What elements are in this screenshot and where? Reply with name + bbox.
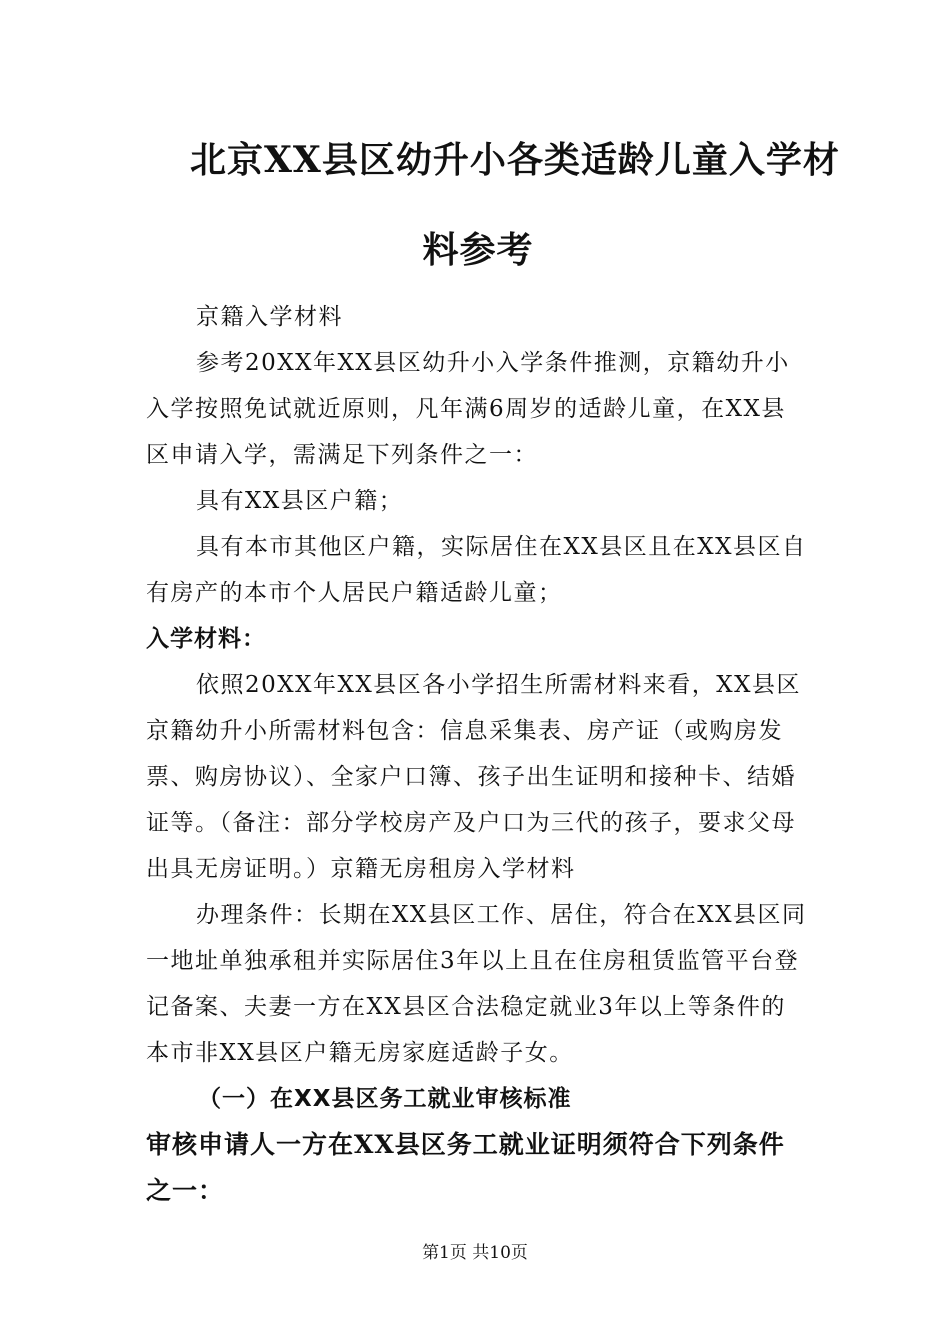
document-body [146, 294, 810, 1214]
paragraph-admission-conditions: 参考20XX年XX县区幼升小入学条件推测，京籍幼升小入学按照免试就近原则，凡年满6周岁的适龄儿童，在XX县区申请入学，需满足下列条件之一： [146, 350, 790, 468]
condition-item-2: 具有本市其他区户籍，实际居住在XX县区且在XX县区自有房产的本市个人居民户籍适龄儿童； [146, 534, 807, 606]
paragraph-materials-list: 依照20XX年XX县区各小学招生所需材料来看，XX县区京籍幼升小所需材料包含：信息采集表、房产证（或购房发票、购房协议）、全家户口簿、孩子出生证明和接种卡、结婚证等。（备注：部分学校房产及户口为三代的孩子，要求父母出具无房证明。）京籍无房租房入学材料 [146, 672, 802, 882]
paragraph-employment-proof: 审核申请人一方在XX县区务工就业证明须符合下列条件之一： [146, 1130, 785, 1205]
paragraph-rental-conditions: 办理条件：长期在XX县区工作、居住，符合在XX县区同一地址单独承租并实际居住3年以上且在住房租赁监管平台登记备案、夫妻一方在XX县区合法稳定就业3年以上等条件的本市非XX县区户籍无房家庭适龄子女。 [146, 902, 807, 1066]
condition-item-1: 具有XX县区户籍； [196, 488, 404, 514]
subsection-heading-employment: （一）在XX县区务工就业审核标准 [198, 1086, 572, 1112]
page-number-footer: 第1页 共10页 [422, 1243, 528, 1263]
section-heading-materials: 入学材料： [146, 626, 266, 652]
document-title-line-2: 料参考 [422, 229, 534, 271]
section-heading-beijing-hukou: 京籍入学材料 [196, 304, 343, 330]
document-title-line-1: 北京XX县区幼升小各类适龄儿童入学材 [190, 139, 840, 181]
